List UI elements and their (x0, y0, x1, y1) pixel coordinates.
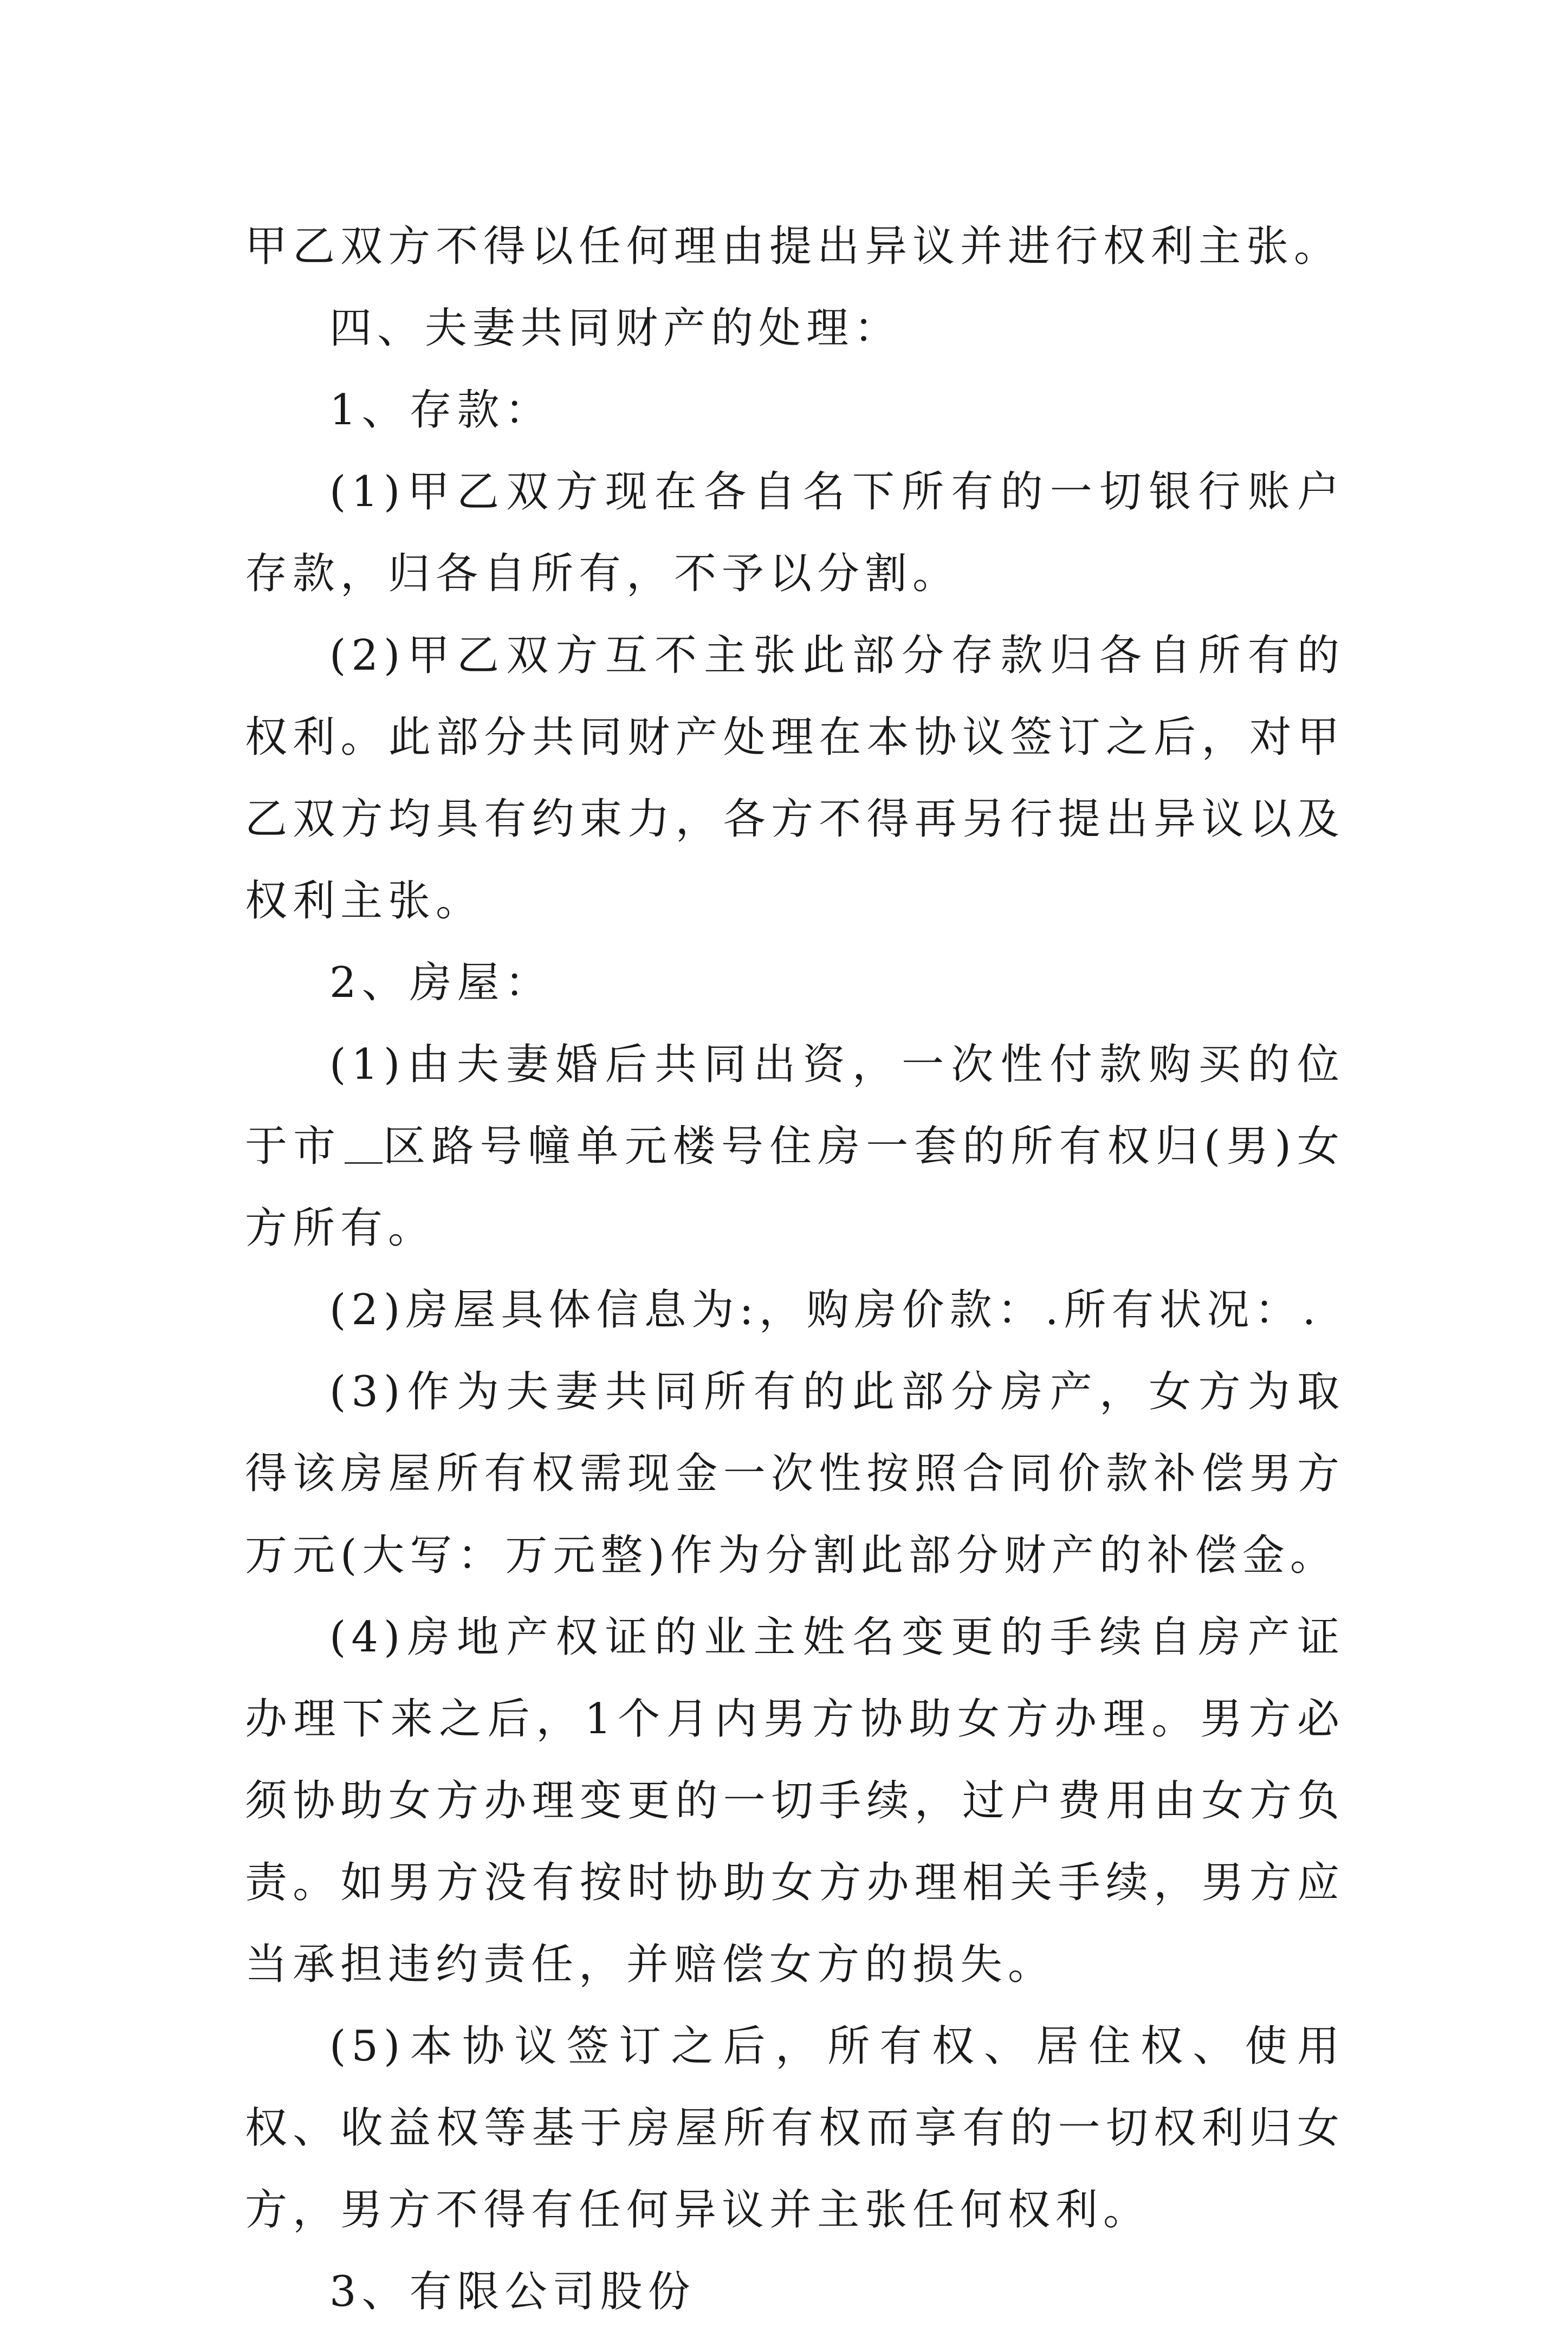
subsection-heading: 3、有限公司股份 (329, 2267, 696, 2316)
paragraph: (4)房地产权证的业主姓名变更的手续自房产证办理下来之后，1个月内男方协助女方办理。男方必须协助女方办理变更的一切手续，过户费用由女方负责。如男方没有按时协助女方办理相关手续，男方应当承担违约责任，并赔偿女方的损失。 (245, 1613, 1345, 1989)
paragraph-with-blank (245, 1024, 1345, 1269)
paragraph: (1)甲乙双方现在各自名下所有的一切银行账户存款，归各自所有，不予以分割。 (245, 468, 1345, 598)
paragraph: 甲乙双方不得以任何理由提出异议并进行权利主张。 (245, 222, 1342, 271)
subsection-heading: 1、存款： (329, 386, 553, 435)
document-body (245, 206, 1345, 2333)
section-heading: 四、夫妻共同财产的处理： (329, 304, 902, 353)
paragraph: (5)本协议签订之后，所有权、居住权、使用权、收益权等基于房屋所有权而享有的一切权利归女方，男方不得有任何异议并主张任何权利。 (245, 2022, 1345, 2234)
paragraph-text-after-blank: 区路号幢单元楼号住房一套的所有权归(男)女方所有。 (245, 1122, 1345, 1253)
subsection-heading: 2、房屋： (329, 958, 553, 1007)
paragraph: (3)作为夫妻共同所有的此部分房产，女方为取得该房屋所有权需现金一次性按照合同价款补偿男方万元(大写：万元整)作为分割此部分财产的补偿金。 (245, 1368, 1345, 1580)
paragraph: (2)房屋具体信息为:，购房价款：.所有状况：. (329, 1286, 1321, 1334)
paragraph-text-before-blank: (1)由夫妻婚后共同出资，一次性付款购买的位于市 (245, 1040, 1345, 1171)
paragraph: (2)甲乙双方互不主张此部分存款归各自所有的权利。此部分共同财产处理在本协议签订之后，对甲乙双方均具有约束力，各方不得再另行提出异议以及权利主张。 (245, 631, 1345, 925)
fill-in-blank (345, 1124, 383, 1164)
